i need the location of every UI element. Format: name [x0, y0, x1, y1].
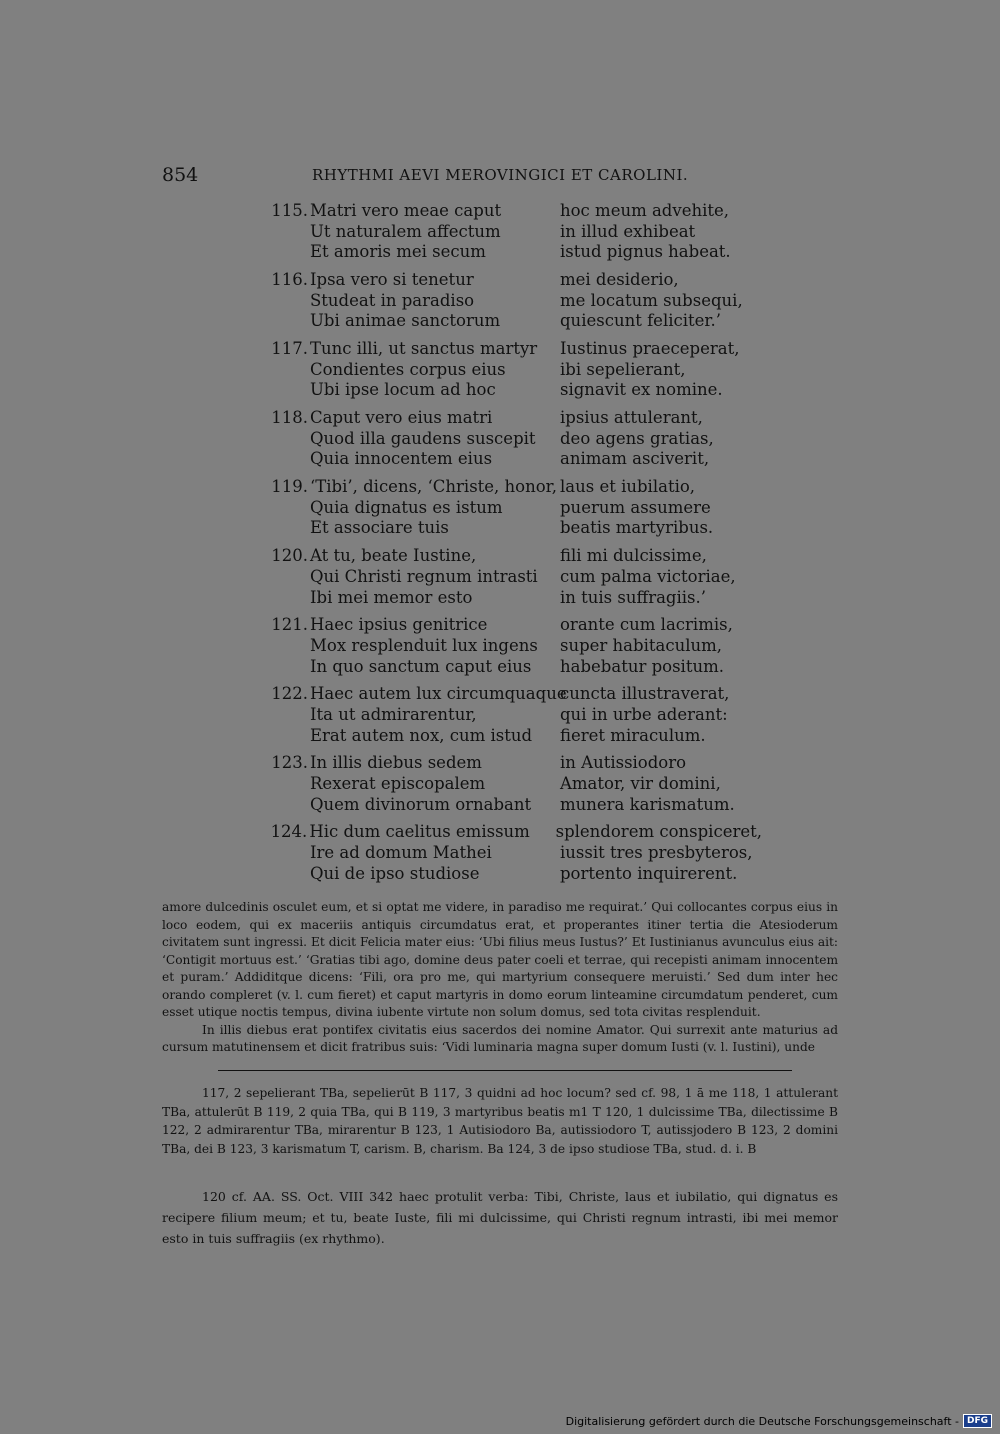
verse-line [262, 221, 762, 242]
verse-first-half: Quia dignatus es istum [310, 497, 503, 517]
verse-line [262, 822, 762, 843]
page-number: 854 [162, 164, 199, 186]
verse-first-half: Tunc illi, ut sanctus martyr [310, 338, 538, 358]
stanza [262, 753, 762, 815]
apparatus-text: 117, 2 sepelierant TBa, sepelierūt B 117, 3 quidni ad hoc locum? sed cf. 98, 1 ā me 118, 1 attulerant TBa, attulerūt B 119, 2 quia TBa, qui B 119, 3 martyribus beatis m1 T 120, 1 dulcissime TBa, dilectissime B 122, 2 admirarentur TBa, mirarentur B 123, 1 Autisiodoro Ba, autissiodoro T, autissjodero B 123, 2 domini TBa, dei B 123, 3 karismatum T, carism. B, charism. Ba 124, 3 de ipso studiose TBa, stud. d. i. B [162, 1086, 838, 1156]
stanza-number: 119. [271, 477, 308, 497]
verse-line [262, 725, 762, 746]
verse-first-half: Caput vero eius matri [310, 408, 493, 428]
stanza [262, 407, 762, 469]
verse-line [262, 338, 762, 359]
funding-note: Digitalisierung gefördert durch die Deutsche Forschungsgemeinschaft - [565, 1414, 959, 1428]
verse-second-half: ipsius attulerant, [560, 408, 703, 428]
verse-first-half: Rexerat episcopalem [310, 774, 486, 794]
stanza [262, 614, 762, 676]
verse-first-half: Studeat in paradiso [310, 290, 475, 310]
verse-second-half: fili mi dulcissime, [560, 546, 707, 566]
critical-apparatus [162, 1084, 838, 1158]
verse-first-half: Condientes corpus eius [310, 359, 506, 379]
verse-line [262, 497, 762, 518]
stanza-number: 123. [271, 753, 308, 773]
verse-second-half: mei desiderio, [560, 269, 679, 289]
verse-second-half: hoc meum advehite, [560, 200, 730, 220]
stanza-number: 122. [271, 684, 308, 704]
verse-line [262, 635, 762, 656]
page-header [162, 162, 838, 188]
stanza [262, 269, 762, 331]
verse-second-half: habebatur positum. [560, 656, 724, 676]
stanza-number: 120. [271, 546, 308, 566]
stanza [262, 683, 762, 745]
stanza-number: 124. [270, 822, 308, 842]
verse-first-half: Matri vero meae caput [310, 200, 502, 220]
verse-second-half: laus et iubilatio, [560, 477, 696, 497]
verse-second-half: signavit ex nomine. [560, 380, 723, 400]
verse-first-half: Haec ipsius genitrice [310, 615, 488, 635]
stanza [262, 200, 762, 262]
verse-second-half: Amator, vir domini, [560, 774, 721, 794]
verse-first-half: Ita ut admirarentur, [310, 704, 477, 724]
verse-second-half: in Autissiodoro [560, 753, 687, 773]
verse-first-half: Ire ad domum Mathei [310, 843, 492, 863]
stanza-number: 116. [271, 269, 308, 289]
verse-first-half: Et associare tuis [310, 518, 449, 538]
verse-line [262, 863, 762, 884]
verse-first-half: Et amoris mei secum [310, 242, 486, 262]
verse-second-half: splendorem conspiceret, [555, 822, 762, 842]
verse-second-half: in illud exhibeat [560, 221, 696, 241]
verse-first-half: Quia innocentem eius [310, 449, 493, 469]
verse-line [262, 656, 762, 677]
verse-first-half: Mox resplenduit lux ingens [310, 635, 538, 655]
verse-line [262, 683, 762, 704]
verse-line [262, 587, 762, 608]
verse-first-half: Hic dum caelitus emissum [309, 822, 530, 842]
verse-line [262, 200, 762, 221]
verse-line [262, 241, 762, 262]
verse-first-half: At tu, beate Iustine, [310, 546, 477, 566]
prose-paragraph: amore dulcedinis osculet eum, et si optat me videre, in paradiso me requirat.’ Qui collocantes corpus eius in loco eodem, qui ex maceriis antiquis circumdatus erat, et properantes itiner tertia die Atesioderum civitatem sunt ingressi. Et dicit Felicia mater eius: ‘Ubi filius meus Iustus?’ Et Iustinianus avunculus eius ait: ‘Contigit mortuus est.’ ‘Gratias tibi ago, domine deus pater coeli et terrae, qui recepisti animam innocentem et puram.’ Addiditque dicens: ‘Fili, ora pro me, qui martyrium consequere meruisti.’ Sed dum inter hec orando compleret (v. l. cum fieret) et caput martyris in domo eorum linteamine circumdatum penderet, cum esset utique noctis tempus, divina iubente virtute non solum domus, sed tota civitas resplenduit. [162, 900, 838, 1019]
verse-line [262, 476, 762, 497]
verse-second-half: iussit tres presbyteros, [560, 843, 753, 863]
verse-line [262, 842, 762, 863]
verse-second-half: istud pignus habeat. [560, 242, 731, 262]
stanza [262, 822, 762, 884]
verse-line [262, 380, 762, 401]
verse-first-half: In quo sanctum caput eius [310, 656, 532, 676]
verse-line [262, 428, 762, 449]
verse-first-half: In illis diebus sedem [310, 753, 482, 773]
verse-first-half: Quod illa gaudens suscepit [310, 428, 536, 448]
verse-first-half: Ubi ipse locum ad hoc [310, 380, 496, 400]
verse-second-half: me locatum subsequi, [560, 290, 743, 310]
dfg-logo[interactable]: DFG [963, 1414, 992, 1428]
prose-text [162, 899, 838, 1057]
verse-second-half: munera karismatum. [560, 794, 735, 814]
verse-first-half: Qui Christi regnum intrasti [310, 566, 538, 586]
verse-line [262, 407, 762, 428]
verse-line [262, 566, 762, 587]
verse-block [262, 200, 762, 891]
verse-first-half: Ipsa vero si tenetur [310, 269, 474, 289]
reference-text: 120 cf. AA. SS. Oct. VIII 342 haec protulit verba: Tibi, Christe, laus et iubilatio, qui dignatus es recipere filium meum; et tu, beate Iuste, fili mi dulcissime, qui Christi regnum intrasti, ibi mei memor esto in tuis suffragiis (ex rhythmo). [162, 1189, 838, 1246]
verse-first-half: Ubi animae sanctorum [310, 311, 501, 331]
verse-second-half: orante cum lacrimis, [560, 615, 733, 635]
verse-line [262, 359, 762, 380]
verse-line [262, 753, 762, 774]
stanza [262, 476, 762, 538]
verse-line [262, 794, 762, 815]
stanza-number: 115. [271, 200, 308, 220]
verse-second-half: fieret miraculum. [560, 725, 706, 745]
verse-second-half: quiescunt feliciter.’ [560, 311, 721, 331]
verse-second-half: super habitaculum, [560, 635, 722, 655]
verse-second-half: beatis martyribus. [560, 518, 714, 538]
verse-second-half: Iustinus praeceperat, [560, 338, 740, 358]
verse-second-half: portento inquirerent. [560, 863, 738, 883]
prose-paragraph: In illis diebus erat pontifex civitatis eius sacerdos dei nomine Amator. Qui surrexit ante maturius ad cursum matutinensem et dicit fratribus suis: ‘Vidi luminaria magna super domum Iusti (v. l. Iustini), unde [162, 1022, 838, 1054]
verse-first-half: Haec autem lux circumquaque [310, 684, 567, 704]
verse-first-half: ‘Tibi’, dicens, ‘Christe, honor, [310, 477, 557, 497]
verse-line [262, 518, 762, 539]
verse-second-half: ibi sepelierant, [560, 359, 686, 379]
verse-second-half: animam asciverit, [560, 449, 710, 469]
verse-line [262, 614, 762, 635]
stanza-number: 121. [271, 615, 308, 635]
verse-second-half: cum palma victoriae, [560, 566, 736, 586]
verse-first-half: Ibi mei memor esto [310, 587, 473, 607]
stanza-number: 117. [271, 338, 308, 358]
stanza [262, 338, 762, 400]
stanza [262, 545, 762, 607]
verse-first-half: Qui de ipso studiose [310, 863, 480, 883]
verse-line [262, 773, 762, 794]
verse-line [262, 310, 762, 331]
verse-line [262, 449, 762, 470]
verse-line [262, 290, 762, 311]
verse-second-half: in tuis suffragiis.’ [560, 587, 707, 607]
footnote-rule [218, 1070, 792, 1071]
footer [566, 1414, 992, 1428]
verse-second-half: puerum assumere [560, 497, 711, 517]
verse-second-half: cuncta illustraverat, [560, 684, 730, 704]
verse-line [262, 545, 762, 566]
verse-line [262, 269, 762, 290]
verse-first-half: Ut naturalem affectum [310, 221, 501, 241]
verse-line [262, 704, 762, 725]
source-reference [162, 1186, 838, 1249]
verse-second-half: qui in urbe aderant: [560, 704, 728, 724]
verse-first-half: Erat autem nox, cum istud [310, 725, 533, 745]
verse-first-half: Quem divinorum ornabant [310, 794, 532, 814]
verse-second-half: deo agens gratias, [560, 428, 714, 448]
stanza-number: 118. [271, 408, 308, 428]
running-title: RHYTHMI AEVI MEROVINGICI ET CAROLINI. [312, 166, 689, 184]
